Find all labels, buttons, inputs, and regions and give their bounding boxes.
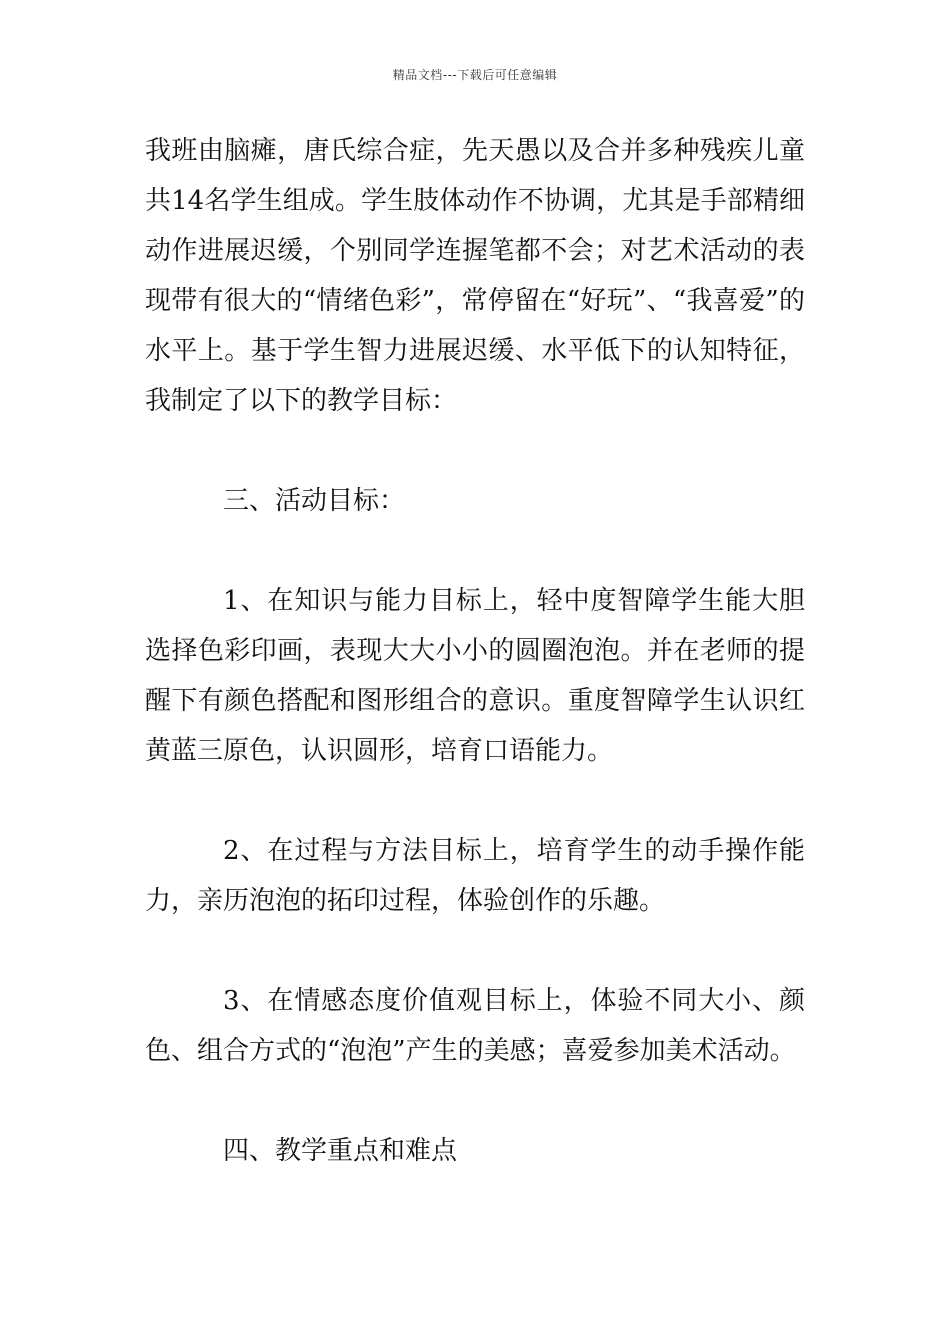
paragraph-gap — [145, 776, 805, 826]
paragraph-gap — [145, 1076, 805, 1126]
section-heading-activity-goals: 三、活动目标： — [223, 486, 406, 516]
paragraph-class-description: 我班由脑瘫，唐氏综合症，先天愚以及合并多种残疾儿童共14名学生组成。学生肢体动作不协调，尤其是手部精细动作进展迟缓，个别同学连握笔都不会；对艺术活动的表现带有很大的“情绪色彩”，常停留在“好玩”、“我喜爱”的水平上。基于学生智力进展迟缓、水平低下的认知特征，我制定了以下的教学目标： — [145, 136, 805, 416]
paragraph-goal-2: 2、在过程与方法目标上，培育学生的动手操作能力，亲历泡泡的拓印过程，体验创作的乐趣。 — [145, 836, 805, 916]
section-heading-key-points: 四、教学重点和难点 — [223, 1136, 458, 1166]
paragraph-goal-1: 1、在知识与能力目标上，轻中度智障学生能大胆选择色彩印画，表现大大小小的圆圈泡泡。并在老师的提醒下有颜色搭配和图形组合的意识。重度智障学生认识红黄蓝三原色，认识圆形，培育口语能力。 — [145, 586, 805, 766]
page-header: 精品文档---下载后可任意编辑 — [392, 68, 558, 82]
paragraph-gap — [145, 926, 805, 976]
paragraph-gap — [145, 526, 805, 576]
paragraph-gap — [145, 426, 805, 476]
paragraph-goal-3: 3、在情感态度价值观目标上，体验不同大小、颜色、组合方式的“泡泡”产生的美感；喜爱参加美术活动。 — [145, 986, 805, 1066]
document-body — [145, 126, 805, 1176]
